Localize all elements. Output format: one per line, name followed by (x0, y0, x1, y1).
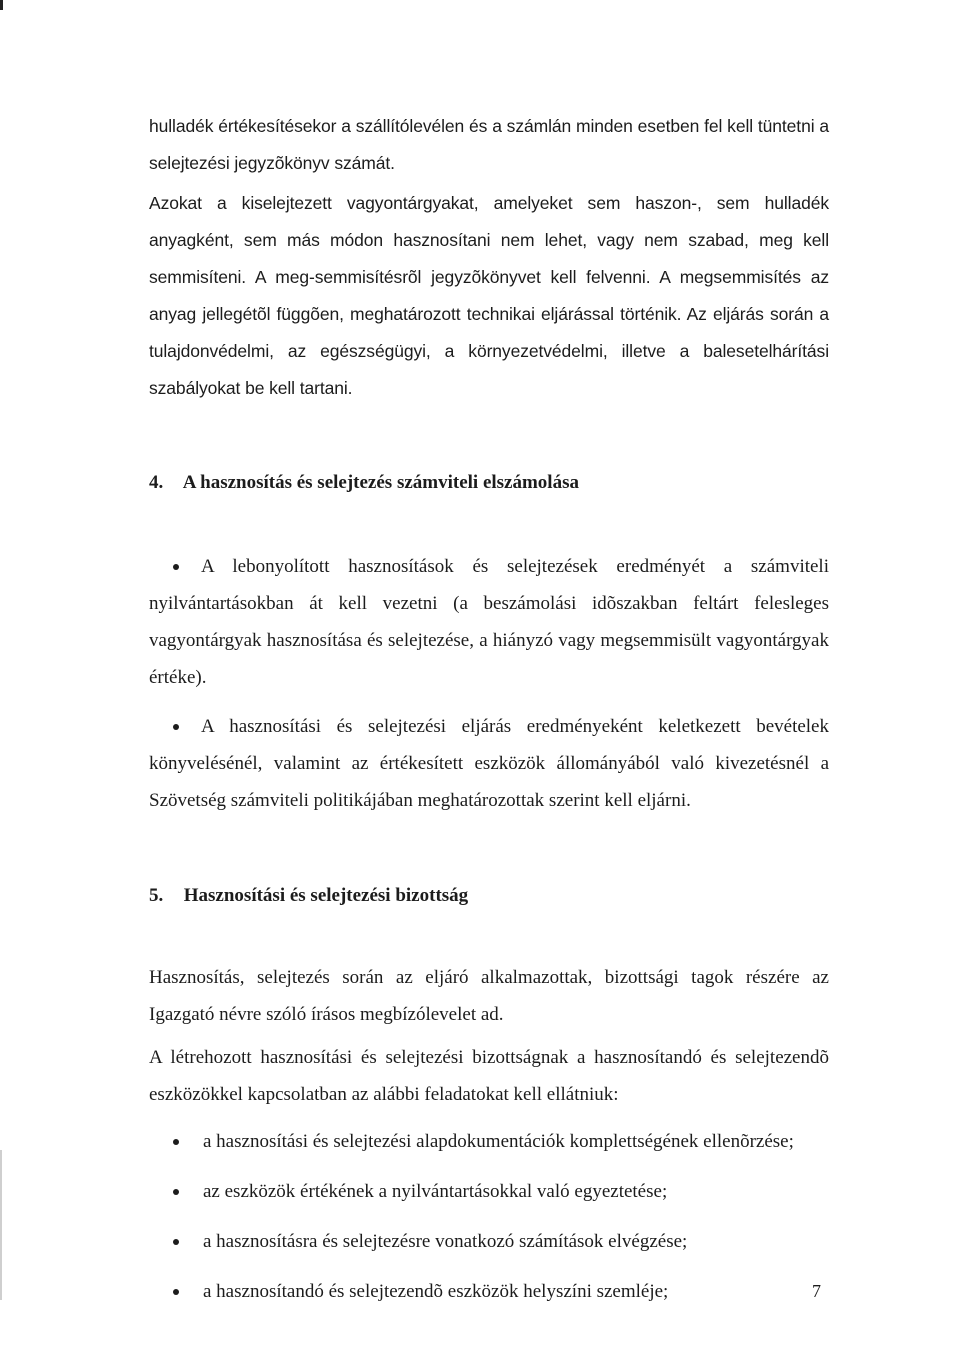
list-item (149, 548, 829, 696)
list-item (149, 1173, 829, 1210)
list-item-text: A hasznosítási és selejtezési eljárás eredményeként keletkezett bevételek könyvelésénél, valamint az értékesített eszközök állományából való kivezetésnél a Szövetség számviteli politikájában meghatározottak szerint kell eljárni. (149, 716, 829, 811)
list-item (149, 1123, 829, 1160)
bullet-icon (173, 724, 179, 730)
section-5-paragraph-1: Hasznosítás, selejtezés során az eljáró alkalmazottak, bizottsági tagok részére az Igazgató névre szóló írásos megbízólevelet ad. (149, 967, 829, 1025)
bullet-icon (173, 1189, 179, 1195)
list-item (149, 1223, 829, 1260)
section-4-bullet-list (149, 548, 829, 819)
section-5-heading (149, 881, 829, 911)
page-number: 7 (812, 1281, 821, 1301)
intro-paragraph-1: hulladék értékesítésekor a szállítólevélen és a számlán minden esetben fel kell tüntetni a selejtezési jegyzõkönyv számát. (149, 116, 829, 173)
list-item-text: A lebonyolított hasznosítások és selejtezések eredményét a számviteli nyilvántartásokban át kell vezetni (a beszámolási idõszakban feltárt felesleges vagyontárgyak hasznosítása és selejtezése, a hiányzó vagy megsemmisült vagyontárgyak értéke). (149, 556, 829, 688)
bullet-icon (173, 1139, 179, 1145)
list-item-text: a hasznosítási és selejtezési alapdokumentációk komplettségének ellenõrzése; (203, 1131, 794, 1152)
bullet-icon (173, 564, 179, 570)
bullet-icon (173, 1239, 179, 1245)
list-item (149, 1273, 829, 1310)
intro-paragraph-2: Azokat a kiselejtezett vagyontárgyakat, amelyeket sem haszon-, sem hulladék anyagként, sem más módon hasznosítani nem lehet, vagy nem szabad, meg kell semmisíteni. A meg-semmisítésrõl jegyzõkönyvet kell felvenni. A megsemmisítés az anyag jellegétõl függõen, meghatározott technikai eljárással történik. Az eljárás során a tulajdonvédelmi, az egészségügyi, a környezetvédelmi, illetve a balesetelhárítási szabályokat be kell tartani. (149, 193, 829, 398)
list-item-text: a hasznosítandó és selejtezendõ eszközök helyszíni szemléje; (203, 1281, 669, 1302)
section-5-paragraph-2: A létrehozott hasznosítási és selejtezési bizottságnak a hasznosítandó és selejtezendõ eszközökkel kapcsolatban az alábbi feladatokat kell ellátniuk: (149, 1047, 829, 1105)
list-item-text: az eszközök értékének a nyilvántartásokkal való egyeztetése; (203, 1181, 668, 1202)
list-item (149, 708, 829, 819)
section-5-number: 5. (149, 885, 164, 906)
section-5-task-list (149, 1123, 829, 1310)
document-page (149, 108, 829, 1323)
section-4-number: 4. (149, 472, 164, 493)
bullet-icon (173, 1289, 179, 1295)
scan-edge-shadow (0, 1150, 2, 1300)
list-item-text: a hasznosításra és selejtezésre vonatkozó számítások elvégzése; (203, 1231, 688, 1252)
section-4-title: A hasznosítás és selejtezés számviteli elszámolása (182, 472, 579, 493)
section-4-heading (149, 468, 829, 498)
scan-edge-mark (0, 0, 3, 10)
section-5-title: Hasznosítási és selejtezési bizottság (183, 885, 469, 906)
